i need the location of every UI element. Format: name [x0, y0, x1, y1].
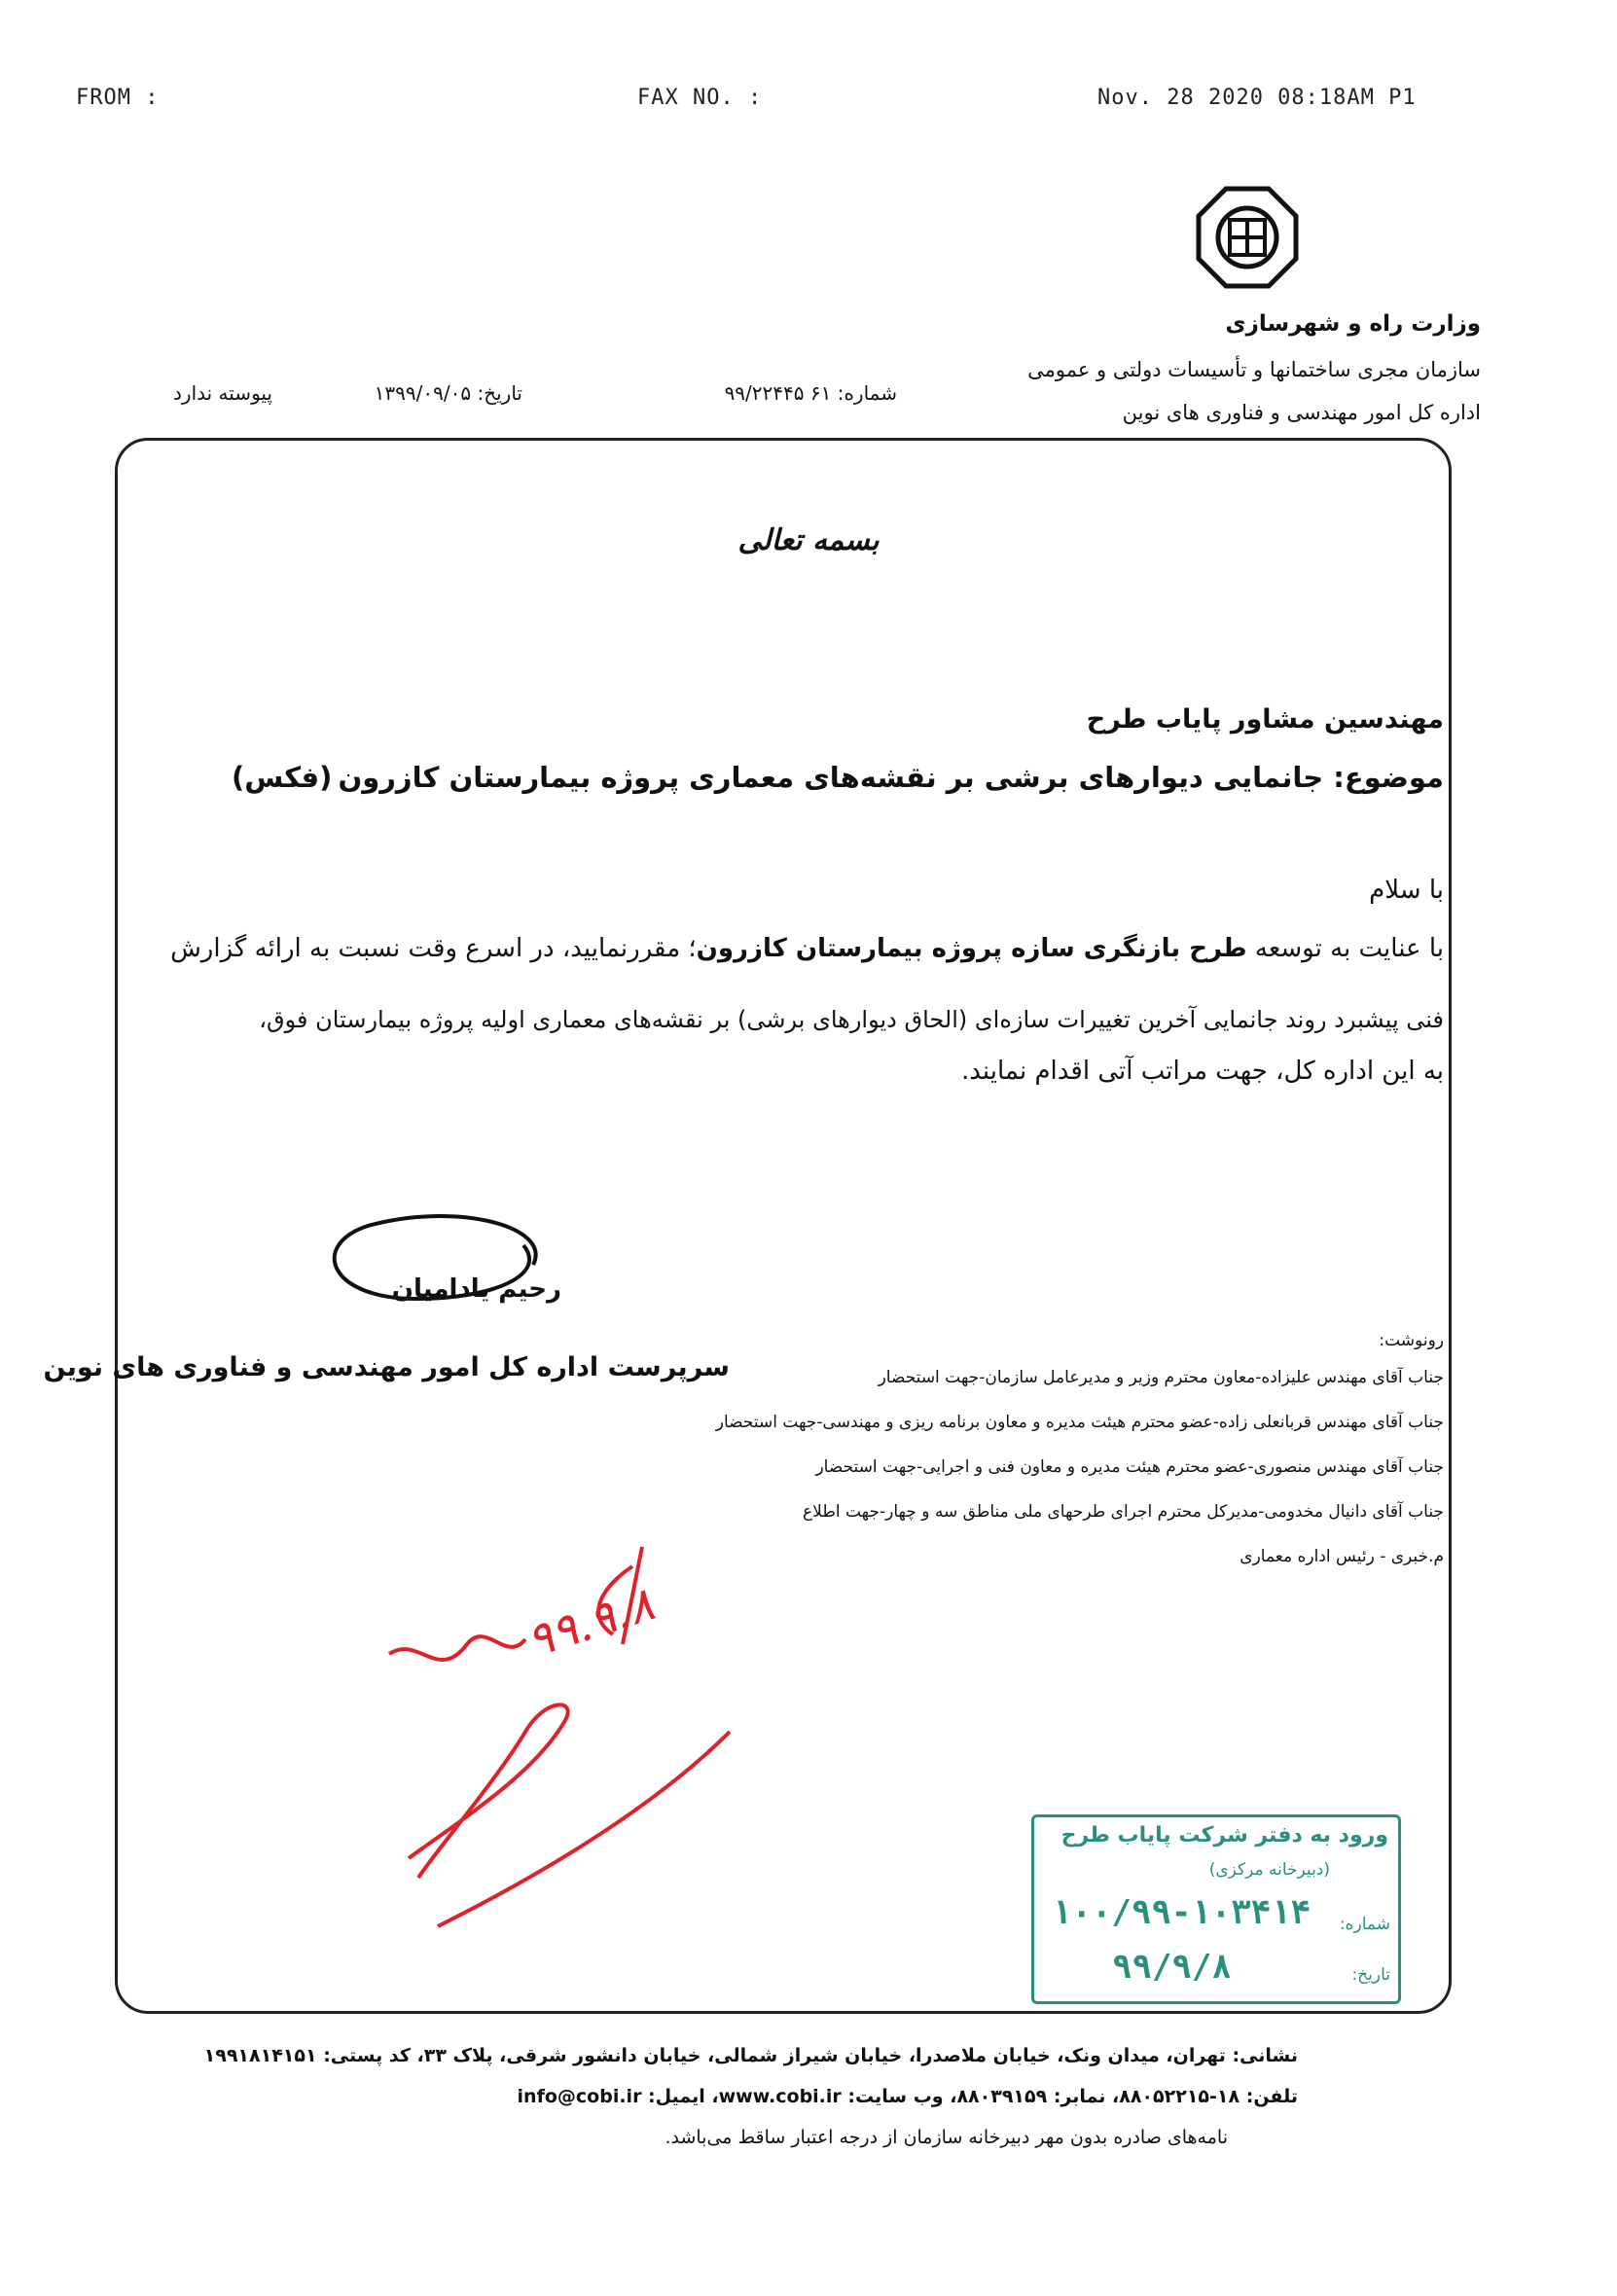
- fax-number: FAX NO. :: [637, 86, 763, 110]
- stamp-date-label: تاریخ:: [1351, 1965, 1390, 1985]
- project-name: طرح بازنگری سازه پروژه بیمارستان کازرون: [696, 934, 1247, 963]
- letter-date: [375, 381, 522, 405]
- body-line-1-a: با عنایت به توسعه: [1246, 934, 1444, 963]
- body-line-1-b: ؛ مقررنمایید، در اسرع وقت نسبت به ارائه گزارش: [170, 934, 697, 963]
- ministry-logo: [1195, 185, 1300, 290]
- footer-note: نامه‌های صادره بدون مهر دبیرخانه سازمان از درجه اعتبار ساقط می‌باشد.: [665, 2127, 1228, 2148]
- letter-date-label: تاریخ:: [477, 381, 522, 405]
- body-line-3: به این اداره کل، جهت مراتب آتی اقدام نمایند.: [961, 1057, 1444, 1086]
- stamp-date-value: ۹۹/۹/۸: [1112, 1948, 1232, 1987]
- department-name: اداره کل امور مهندسی و فناوری های نوین: [1122, 401, 1481, 424]
- letter-number: [725, 381, 897, 405]
- cc-item: جناب آقای مهندس علیزاده-معاون محترم وزیر و مدیرعامل سازمان-جهت استحضار: [878, 1368, 1444, 1387]
- stamp-number-value: ۱۰۰/۹۹-۱۰۳۴۱۴: [1052, 1893, 1312, 1932]
- salutation-title: بسمه تعالی: [737, 523, 880, 557]
- stamp-subtitle: (دبیرخانه مرکزی): [1208, 1860, 1330, 1880]
- letter-number-label: شماره:: [837, 381, 897, 405]
- cc-item: جناب آقای مهندس منصوری-عضو محترم هیئت مدیره و معاون فنی و اجرایی-جهت استحضار: [815, 1457, 1444, 1477]
- greeting: با سلام: [1369, 876, 1444, 905]
- subject: موضوع: جانمایی دیوارهای برشی بر نقشه‌های معماری پروژه بیمارستان کازرون: [338, 761, 1444, 794]
- letter-attachment: [173, 381, 272, 405]
- stamp-title: ورود به دفتر شرکت پایاب طرح: [1060, 1823, 1388, 1848]
- footer-address: نشانی: تهران، میدان ونک، خیابان ملاصدرا، خیابان شیراز شمالی، خیابان دانشور شرقی، پلاک ۳۳، کد پستی: ۱۹۹۱۸۱۴۱۵۱: [203, 2045, 1298, 2066]
- fax-from: FROM :: [76, 86, 160, 110]
- organization-name: سازمان مجری ساختمانها و تأسیسات دولتی و عمومی: [1027, 358, 1481, 381]
- signatory-name: رحیم یادامیان: [391, 1274, 561, 1304]
- receipt-stamp: [1031, 1814, 1401, 2004]
- cc-item: جناب آقای مهندس قربانعلی زاده-عضو محترم هیئت مدیره و معاون برنامه ریزی و مهندسی-جهت استحضار: [715, 1413, 1444, 1432]
- cc-item: م.خبری - رئیس اداره معماری: [1240, 1547, 1444, 1566]
- fax-datetime: Nov. 28 2020 08:18AM P1: [1097, 86, 1417, 110]
- body-line-1: [170, 934, 1444, 963]
- handwritten-note: ۹۹.۹.۸: [520, 1576, 662, 1669]
- body-line-2: فنی پیشبرد روند جانمایی آخرین تغییرات سازه‌ای (الحاق دیوارهای برشی) بر نقشه‌های معماری اولیه پروژه بیمارستان فوق،: [259, 1006, 1444, 1033]
- letter-attachment-value: ندارد: [173, 381, 213, 405]
- letter-date-value: ۱۳۹۹/۰۹/۰۵: [374, 381, 472, 405]
- stamp-number-label: شماره:: [1339, 1915, 1390, 1934]
- cc-label: رونوشت:: [1379, 1331, 1444, 1350]
- recipient: مهندسین مشاور پایاب طرح: [1086, 704, 1444, 735]
- subject-tag: (فکس): [232, 761, 333, 794]
- letter-number-value: ۶۱ ۹۹/۲۲۴۴۵: [724, 381, 832, 405]
- letter-attachment-label: پیوسته: [218, 381, 272, 405]
- ministry-name: وزارت راه و شهرسازی: [1225, 311, 1481, 337]
- signatory-title: سرپرست اداره کل امور مهندسی و فناوری های نوین: [43, 1352, 730, 1382]
- cc-item: جناب آقای دانیال مخدومی-مدیرکل محترم اجرای طرحهای ملی مناطق سه و چهار-جهت اطلاع: [803, 1502, 1444, 1522]
- footer-contact: تلفن: ۱۸-۸۸۰۵۲۲۱۵، نمابر: ۸۸۰۳۹۱۵۹، وب سایت: www.cobi.ir، ایمیل: info@cobi.ir: [517, 2086, 1298, 2107]
- handwritten-note-scribble: [379, 1527, 759, 1955]
